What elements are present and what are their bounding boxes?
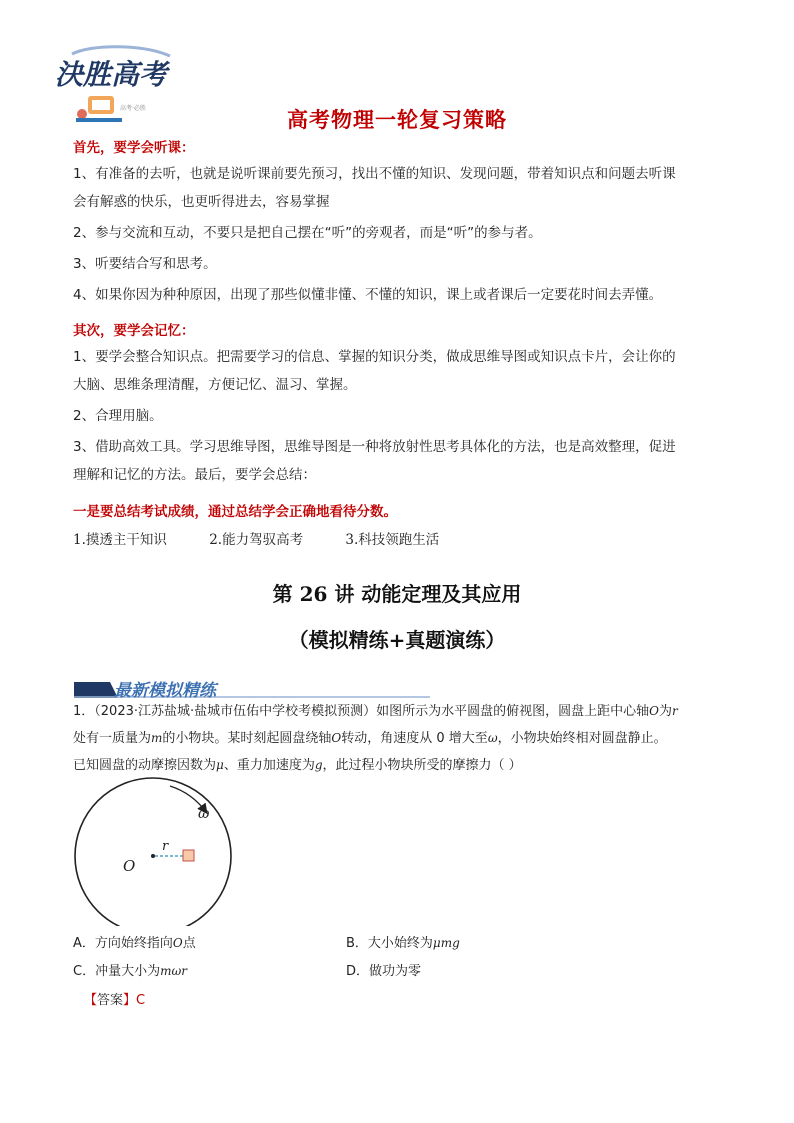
- paragraph-line: 1、要学会整合知识点。把需要学习的信息、掌握的知识分类，做成思维导图或知识点卡片，会让你的: [73, 349, 676, 365]
- question-line: 已知圆盘的动摩擦因数为μ、重力加速度为g，此过程小物块所受的摩擦力（ ）: [73, 758, 522, 773]
- option-d: D．做功为零: [346, 964, 422, 979]
- radius-label: r: [162, 839, 169, 854]
- option-a: A．方向始终指向O点: [73, 936, 196, 951]
- section-memory-body: [73, 343, 723, 489]
- logo-sub: 高考·必胜: [120, 105, 146, 112]
- paragraph-line: 大脑、思维条理清醒，方便记忆、温习、掌握。: [73, 377, 357, 393]
- paragraph-line: 2、参与交流和互动，不要只是把自己摆在“听”的旁观者，而是“听”的参与者。: [73, 225, 542, 241]
- lecture-subtitle: （模拟精练+真题演练）: [288, 628, 506, 652]
- answer: 【答案】C: [84, 993, 146, 1008]
- document-title: 高考物理一轮复习策略: [287, 108, 507, 132]
- paragraph-line: 2、合理用脑。: [73, 408, 163, 424]
- question-stem: [73, 698, 733, 779]
- lecture-title: 第 26 讲 动能定理及其应用: [272, 582, 522, 606]
- section-listening-body: [73, 160, 723, 309]
- question-line: 处有一质量为m的小物块。某时刻起圆盘绕轴O转动，角速度从 0 增大至ω，小物块始终相对圆盘静止。: [73, 731, 667, 746]
- question-line: 1．（2023·江苏盐城·盐城市伍佑中学校考模拟预测）如图所示为水平圆盘的俯视图，圆盘上距中心轴O为r: [73, 704, 678, 719]
- paragraph-line: 理解和记忆的方法。最后，要学会总结：: [73, 467, 316, 483]
- paragraph-line: 1、有准备的去听，也就是说听课前要先预习，找出不懂的知识、发现问题，带着知识点和问题去听课: [73, 166, 676, 182]
- paragraph-line: 4、如果你因为种种原因，出现了那些似懂非懂、不懂的知识，课上或者课后一定要花时间去弄懂。: [73, 287, 663, 303]
- disk-circle: [75, 778, 231, 926]
- answer-label: 答案: [97, 993, 124, 1008]
- center-label: O: [123, 857, 136, 875]
- block: [183, 850, 194, 861]
- summary-highlight: 一是要总结考试成绩，通过总结学会正确地看待分数。: [73, 504, 397, 520]
- option-c: C．冲量大小为mωr: [73, 964, 187, 979]
- disk-figure: [70, 776, 250, 926]
- paragraph-line: 3、借助高效工具。学习思维导图，思维导图是一种将放射性思考具体化的方法，也是高效整理，促进: [73, 439, 676, 455]
- paragraph-line: 会有解惑的快乐，也更听得进去，容易掌握: [73, 194, 330, 210]
- center-point: [151, 854, 155, 858]
- topic-list: [73, 528, 477, 548]
- answer-value: C: [136, 993, 146, 1008]
- logo-text: 決胜高考: [55, 58, 168, 91]
- section-heading-memory: 其次，要学会记忆：: [73, 323, 195, 339]
- topic-item: 3.科技领跑生活: [345, 532, 440, 548]
- section-banner-title: 最新模拟精练: [114, 681, 216, 701]
- section-heading-listening: 首先，要学会听课：: [73, 140, 195, 156]
- option-b: B．大小始终为μmg: [346, 936, 460, 951]
- omega-label: ω: [198, 806, 210, 822]
- paragraph-line: 3、听要结合写和思考。: [73, 256, 217, 272]
- topic-item: 2.能力驾驭高考: [209, 532, 304, 548]
- topic-item: 1.摸透主干知识: [73, 532, 167, 548]
